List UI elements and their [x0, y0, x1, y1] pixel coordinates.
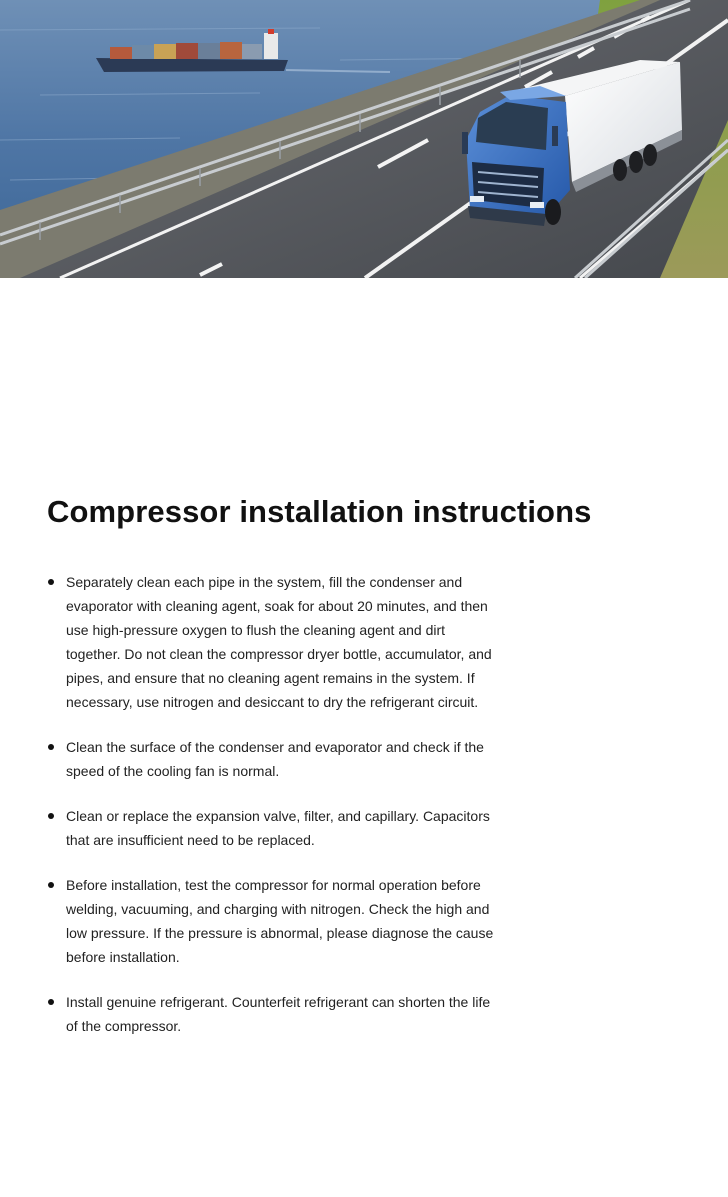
- list-item: [0, 990, 496, 1038]
- bullet-icon: [48, 579, 54, 585]
- list-item: [0, 873, 496, 969]
- page-title: Compressor installation instructions: [47, 494, 592, 529]
- list-item: [0, 735, 496, 783]
- list-item-text: Clean or replace the expansion valve, filter, and capillary. Capacitors that are insufficient need to be replaced.: [66, 808, 490, 848]
- list-item-text: Install genuine refrigerant. Counterfeit refrigerant can shorten the life of the compressor.: [66, 994, 491, 1034]
- hero-image: [0, 0, 728, 278]
- bullet-icon: [48, 813, 54, 819]
- list-item: [0, 804, 496, 852]
- list-item: [0, 570, 496, 714]
- bullet-icon: [48, 882, 54, 888]
- list-item-text: Clean the surface of the condenser and evaporator and check if the speed of the cooling fan is normal.: [66, 739, 484, 779]
- list-item-text: Separately clean each pipe in the system, fill the condenser and evaporator with cleaning agent, soak for about 20 minutes, and then use high-pressure oxygen to flush the cleaning agent and dirt together. Do not clean the compressor dryer bottle, accumulator, and pipes, and ensure that no cleaning agent remains in the system. If necessary, use nitrogen and desiccant to dry the refrigerant circuit.: [66, 574, 492, 710]
- bullet-icon: [48, 744, 54, 750]
- list-item-text: Before installation, test the compressor for normal operation before welding, vacuuming, and charging with nitrogen. Check the high and low pressure. If the pressure is abnormal, please diagnose the cause before installation.: [66, 877, 494, 965]
- bullet-icon: [48, 999, 54, 1005]
- instructions-list: [0, 570, 728, 1038]
